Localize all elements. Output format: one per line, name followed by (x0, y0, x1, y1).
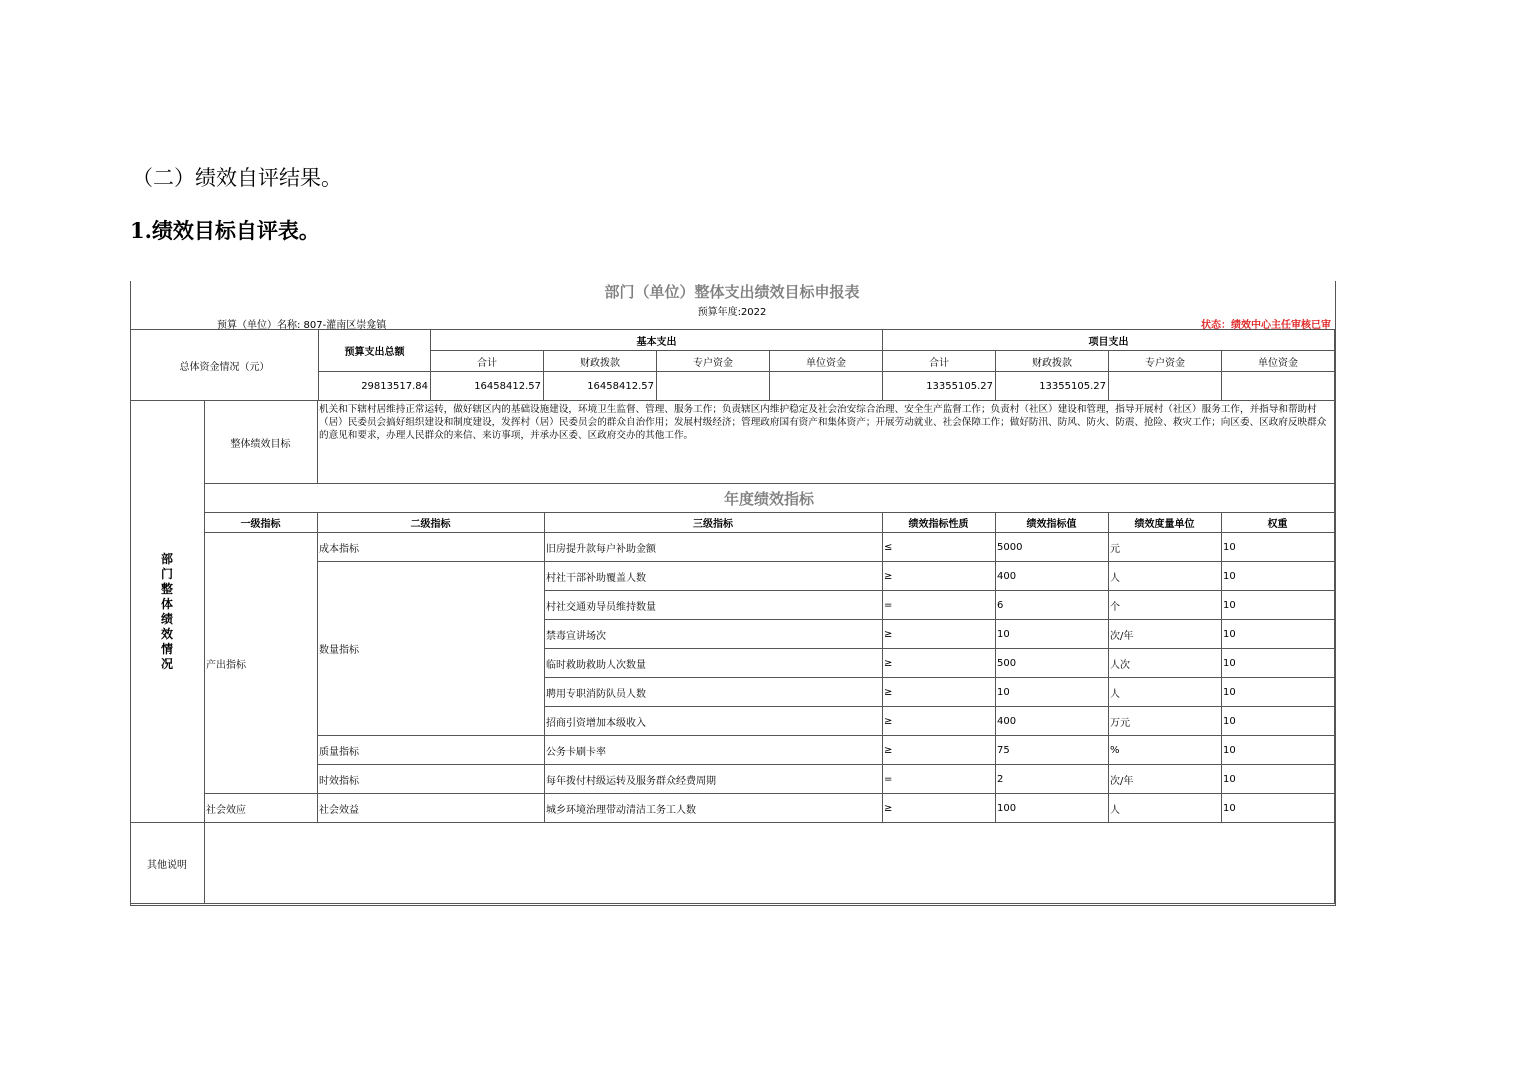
overall-target-text: 机关和下辖村居维持正常运转，做好辖区内的基础设施建设，环境卫生监督、管理、服务工作；负责辖区内维护稳定及社会治安综合治理、安全生产监督工作；负责村（社区）建设和管理，指导开展村（社区）服务工作，并指导和帮助村（居）民委员会搞好组织建设和制度建设，发挥村（居）民委员会的群众自治作用；发展村级经济；管理政府国有资产和集体资产；开展劳动就业、社会保障工作；做好防汛、防风、防火、防震、抢险、救灾工作；向区委、区政府反映群众的意见和要求，办理人民群众的来信、来访事项，并承办区委、区政府交办的其他工作。 (318, 401, 1335, 484)
nature-cell: ≥ (883, 736, 996, 765)
unit-cell: 次/年 (1109, 765, 1222, 794)
col-header: 权重 (1222, 513, 1335, 533)
weight-cell: 10 (1222, 649, 1335, 678)
value-cell: 100 (996, 794, 1109, 823)
unit-cell: 次/年 (1109, 620, 1222, 649)
nature-cell: ≥ (883, 562, 996, 591)
nature-cell: ≥ (883, 620, 996, 649)
funds-value: 16458412.57 (431, 372, 544, 401)
value-cell: 400 (996, 707, 1109, 736)
overall-target-label: 整体绩效目标 (205, 401, 318, 484)
funds-sub-header: 合计 (431, 351, 544, 372)
col-header: 一级指标 (205, 513, 318, 533)
basic-header: 基本支出 (431, 330, 883, 351)
funds-value: 16458412.57 (544, 372, 657, 401)
unit-cell: 人 (1109, 562, 1222, 591)
weight-cell: 10 (1222, 736, 1335, 765)
other-notes-text (205, 823, 1335, 904)
unit-cell: 人 (1109, 794, 1222, 823)
funds-value (1222, 372, 1335, 401)
status-text: 状态：绩效中心主任审核已审 (1201, 320, 1331, 331)
value-cell: 75 (996, 736, 1109, 765)
project-header: 项目支出 (883, 330, 1335, 351)
funds-value (1109, 372, 1222, 401)
level3-cell: 公务卡刷卡率 (545, 736, 883, 765)
weight-cell: 10 (1222, 591, 1335, 620)
funds-value (770, 372, 883, 401)
unit-cell: 元 (1109, 533, 1222, 562)
weight-cell: 10 (1222, 562, 1335, 591)
weight-cell: 10 (1222, 678, 1335, 707)
performance-table (130, 400, 1335, 904)
unit-cell: % (1109, 736, 1222, 765)
nature-cell: ≤ (883, 533, 996, 562)
weight-cell: 10 (1222, 533, 1335, 562)
value-cell: 5000 (996, 533, 1109, 562)
level1-cell: 社会效应 (205, 794, 318, 823)
total-header: 预算支出总额 (319, 330, 431, 372)
total-value: 29813517.84 (319, 372, 431, 401)
funds-table (130, 329, 1335, 401)
nature-cell: = (883, 591, 996, 620)
level3-cell: 村社交通劝导员维持数量 (545, 591, 883, 620)
level2-cell: 社会效益 (318, 794, 545, 823)
value-cell: 400 (996, 562, 1109, 591)
unit-cell: 个 (1109, 591, 1222, 620)
col-header: 二级指标 (318, 513, 545, 533)
nature-cell: ≥ (883, 678, 996, 707)
value-cell: 6 (996, 591, 1109, 620)
nature-cell: ≥ (883, 794, 996, 823)
unit-cell: 人次 (1109, 649, 1222, 678)
level3-cell: 招商引资增加本级收入 (545, 707, 883, 736)
section-heading: （二）绩效自评结果。 (132, 166, 342, 190)
form-title: 部门（单位）整体支出绩效目标申报表 (604, 283, 860, 301)
value-cell: 2 (996, 765, 1109, 794)
value-cell: 10 (996, 620, 1109, 649)
funds-sub-header: 财政拨款 (544, 351, 657, 372)
funds-sub-header: 单位资金 (770, 351, 883, 372)
level3-cell: 城乡环境治理带动清洁工务工人数 (545, 794, 883, 823)
unit-cell: 人 (1109, 678, 1222, 707)
level2-cell: 成本指标 (318, 533, 545, 562)
funds-sub-header: 单位资金 (1222, 351, 1335, 372)
other-notes-label: 其他说明 (131, 823, 205, 904)
weight-cell: 10 (1222, 794, 1335, 823)
nature-cell: = (883, 765, 996, 794)
funds-sub-header: 专户资金 (657, 351, 770, 372)
unit-cell: 万元 (1109, 707, 1222, 736)
subsection-heading: 1.绩效目标自评表。 (130, 218, 320, 243)
funds-value: 13355105.27 (996, 372, 1109, 401)
weight-cell: 10 (1222, 620, 1335, 649)
level3-cell: 禁毒宣讲场次 (545, 620, 883, 649)
col-header: 三级指标 (545, 513, 883, 533)
weight-cell: 10 (1222, 765, 1335, 794)
level2-cell: 质量指标 (318, 736, 545, 765)
level1-cell: 产出指标 (205, 533, 318, 794)
funds-row-label: 总体资金情况（元） (131, 330, 319, 401)
nature-cell: ≥ (883, 649, 996, 678)
level3-cell: 临时救助救助人次数量 (545, 649, 883, 678)
nature-cell: ≥ (883, 707, 996, 736)
performance-section-label: 部门整体绩效情况 (131, 401, 205, 823)
level2-cell: 时效指标 (318, 765, 545, 794)
value-cell: 10 (996, 678, 1109, 707)
level3-cell: 旧房提升款每户补助金额 (545, 533, 883, 562)
level3-cell: 每年拨付村级运转及服务群众经费周期 (545, 765, 883, 794)
value-cell: 500 (996, 649, 1109, 678)
budget-year: 预算年度:2022 (697, 307, 767, 318)
level3-cell: 村社干部补助覆盖人数 (545, 562, 883, 591)
weight-cell: 10 (1222, 707, 1335, 736)
level3-cell: 聘用专职消防队员人数 (545, 678, 883, 707)
funds-sub-header: 合计 (883, 351, 996, 372)
funds-value (657, 372, 770, 401)
level2-cell: 数量指标 (318, 562, 545, 736)
col-header: 绩效度量单位 (1109, 513, 1222, 533)
unit-name: 预算（单位）名称: 807-灌南区崇龛镇 (217, 320, 387, 331)
funds-sub-header: 专户资金 (1109, 351, 1222, 372)
annual-indicators-label: 年度绩效指标 (205, 484, 1335, 513)
col-header: 绩效指标性质 (883, 513, 996, 533)
funds-sub-header: 财政拨款 (996, 351, 1109, 372)
funds-value: 13355105.27 (883, 372, 996, 401)
col-header: 绩效指标值 (996, 513, 1109, 533)
